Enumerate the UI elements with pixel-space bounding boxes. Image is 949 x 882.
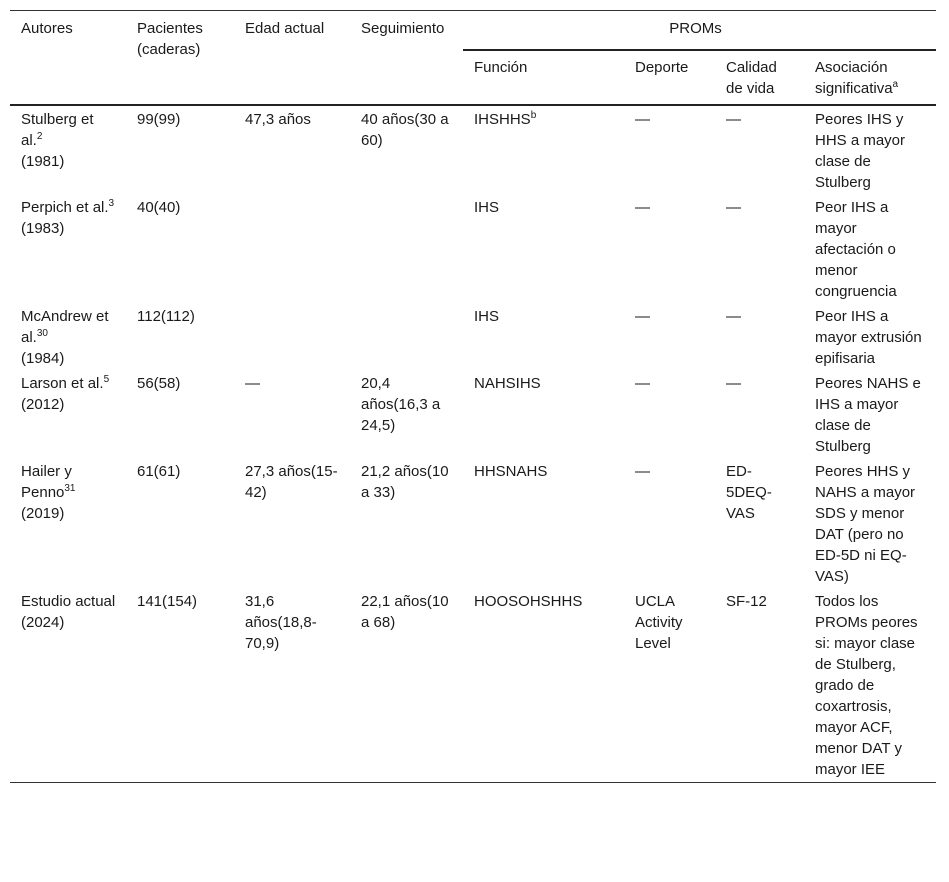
autor-reference: 30: [36, 328, 48, 339]
cell-autor: [10, 370, 126, 458]
header-calidad: Calidad de vida: [715, 50, 804, 105]
cell-edad: 47,3 años: [245, 111, 311, 128]
cell-deporte: UCLA Activity Level: [624, 588, 715, 783]
autor-year: (1981): [21, 153, 65, 170]
funcion-text: IHS: [474, 308, 500, 325]
table-row: [10, 458, 936, 588]
cell-autor: [10, 458, 126, 588]
header-pacientes: Pacientes (caderas): [126, 11, 234, 106]
header-deporte: Deporte: [624, 50, 715, 105]
header-autores: Autores: [10, 11, 126, 106]
cell-seguimiento: 20,4 años(16,3 a 24,5): [361, 375, 441, 434]
header-asociacion-footnote: a: [892, 79, 899, 90]
proms-comparison-table: [10, 10, 936, 783]
autor-reference: 2: [36, 131, 43, 142]
cell-autor: [10, 194, 126, 303]
cell-seguimiento: 40 años(30 a 60): [361, 111, 449, 149]
proms-table-container: [10, 10, 936, 783]
table-row: [10, 105, 936, 194]
autor-year: (2019): [21, 505, 65, 522]
cell-asociacion: Peores IHS y HHS a mayor clase de Stulberg: [815, 111, 906, 191]
autor-year: (1984): [21, 350, 65, 367]
cell-funcion: [463, 194, 624, 303]
cell-pacientes: 40(40): [137, 199, 181, 216]
cell-pacientes: 56(58): [137, 375, 181, 392]
autor-reference: 31: [64, 483, 76, 494]
autor-reference: 3: [108, 198, 115, 209]
autor-reference: 5: [103, 374, 110, 385]
cell-deporte: —: [635, 375, 650, 392]
cell-pacientes: 141(154): [126, 588, 234, 783]
cell-edad: —: [245, 375, 260, 392]
table-row: [10, 303, 936, 370]
cell-pacientes: 61(61): [137, 463, 181, 480]
autor-year: (1983): [21, 220, 65, 237]
cell-calidad: ED-5DEQ-VAS: [726, 463, 772, 522]
cell-edad: [234, 194, 350, 303]
cell-asociacion: Peores HHS y NAHS a mayor SDS y menor DAT (pero no ED-5D ni EQ-VAS): [815, 463, 916, 585]
header-proms: PROMs: [463, 11, 936, 51]
cell-seguimiento: [350, 194, 463, 303]
cell-asociacion: Peor IHS a mayor afectación o menor congruencia: [815, 199, 897, 300]
cell-edad: 31,6 años(18,8-70,9): [234, 588, 350, 783]
autor-name: Hailer y Penno: [21, 463, 72, 501]
cell-seguimiento: 21,2 años(10 a 33): [361, 463, 449, 501]
cell-deporte: —: [635, 199, 650, 216]
header-asociacion-text: Asociación significativa: [815, 59, 893, 97]
table-header: [10, 11, 936, 106]
cell-pacientes: 112(112): [137, 308, 195, 325]
funcion-text: HOOSOHSHHS: [474, 593, 583, 610]
cell-edad: 27,3 años(15-42): [245, 463, 338, 501]
cell-asociacion: Todos los PROMs peores si: mayor clase de Stulberg, grado de coxartrosis, mayor ACF, menor DAT y mayor IEE: [804, 588, 936, 783]
cell-funcion: [463, 588, 624, 783]
cell-deporte: —: [635, 463, 650, 480]
cell-calidad: —: [726, 308, 741, 325]
cell-calidad: —: [726, 375, 741, 392]
autor-name: McAndrew et al.: [21, 308, 109, 346]
cell-funcion: [463, 105, 624, 194]
autor-name: Estudio actual: [21, 593, 116, 610]
cell-autor: [10, 303, 126, 370]
autor-name: Larson et al.: [21, 375, 104, 392]
table-row: [10, 370, 936, 458]
cell-deporte: —: [635, 111, 650, 128]
autor-name: Stulberg et al.: [21, 111, 94, 149]
cell-calidad: SF-12: [715, 588, 804, 783]
cell-calidad: —: [726, 199, 741, 216]
autor-name: Perpich et al.: [21, 199, 109, 216]
cell-funcion: [463, 303, 624, 370]
table-row: [10, 588, 936, 783]
cell-edad: [234, 303, 350, 370]
cell-funcion: [463, 370, 624, 458]
cell-seguimiento: 22,1 años(10 a 68): [350, 588, 463, 783]
cell-asociacion: Peores NAHS e IHS a mayor clase de Stulberg: [815, 375, 921, 455]
cell-pacientes: 99(99): [137, 111, 181, 128]
cell-funcion: [463, 458, 624, 588]
cell-calidad: —: [726, 111, 741, 128]
funcion-text: NAHSIHS: [474, 375, 541, 392]
funcion-footnote: b: [530, 110, 537, 121]
funcion-text: HHSNAHS: [474, 463, 548, 480]
table-body: [10, 105, 936, 783]
cell-autor: [10, 588, 126, 783]
cell-autor: [10, 105, 126, 194]
autor-year: (2024): [21, 614, 65, 631]
cell-deporte: —: [635, 308, 650, 325]
autor-year: (2012): [21, 396, 65, 413]
cell-seguimiento: [350, 303, 463, 370]
funcion-text: IHS: [474, 199, 500, 216]
header-seguimiento: Seguimiento: [350, 11, 463, 106]
header-edad: Edad actual: [234, 11, 350, 106]
funcion-text: IHSHHS: [474, 111, 531, 128]
header-asociacion: [804, 50, 936, 105]
table-row: [10, 194, 936, 303]
cell-asociacion: Peor IHS a mayor extrusión epifisaria: [815, 308, 922, 367]
header-funcion: Función: [463, 50, 624, 105]
